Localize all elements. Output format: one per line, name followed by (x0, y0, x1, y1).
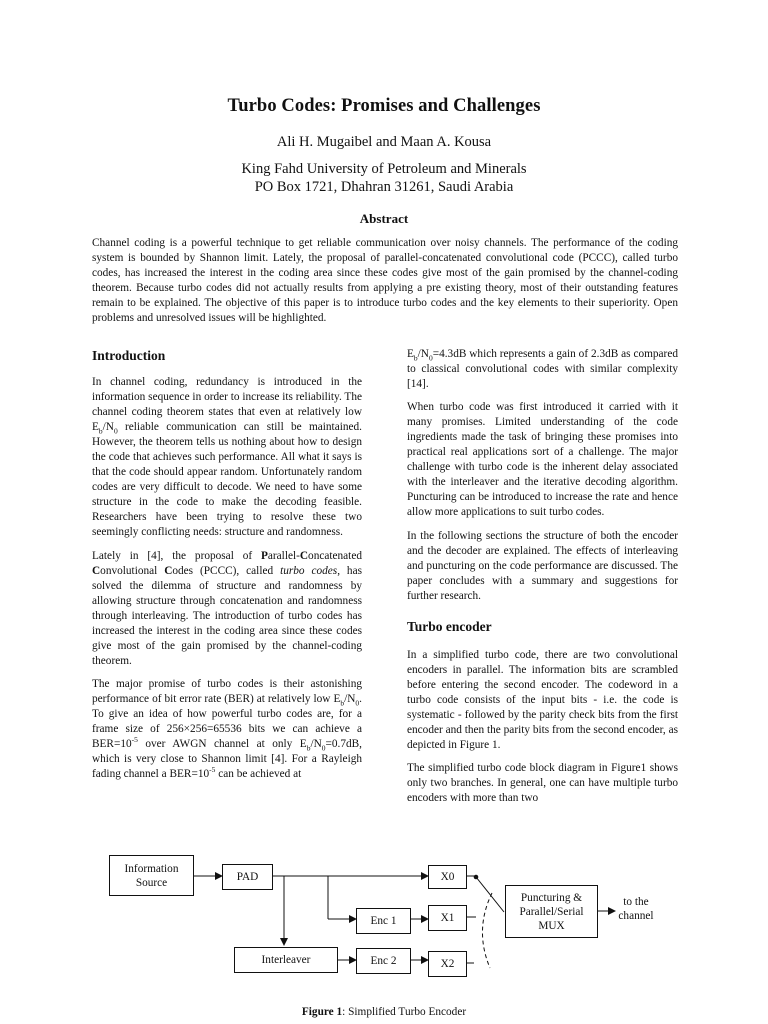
right-paragraph-2: In the following sections the structure of both the encoder and the decoder are explained. The effects of interleaving and puncturing on the code performance are discussed. The paper concludes with a summary and suggestions for further research. (407, 529, 678, 602)
intro-paragraph-2: Lately in [4], the proposal of Parallel-Concatenated Convolutional Codes (PCCC), called turbo codes, has solved the dilemma of structure and randomness by allowing structure through concatenation and randomness through interleaving. The introduction of turbo codes has increased the interest in the coding area since these codes give most of the gain promised by the channel-coding theorem. (92, 549, 362, 667)
switch-arc (482, 893, 492, 968)
right-paragraph-1: When turbo code was first introduced it carried with it many promises. Limited understanding of the code ingredients made the task of bringing these promises into practical real applications sort of a challenge. The major challenge with turbo code is the inherent delay associated with the interleaver and the iterative decoding algorithm. Puncturing can be introduced to increase the rate and hence allow more applications to suit turbo codes. (407, 401, 678, 519)
left-column (92, 347, 362, 790)
enc1-block: Enc 1 (356, 908, 411, 934)
paper-authors: Ali H. Mugaibel and Maan A. Kousa (276, 134, 492, 150)
switch-pivot (474, 875, 479, 880)
x0-block: X0 (428, 865, 467, 889)
interleaver-block: Interleaver (234, 947, 338, 973)
to-the-channel-label: to the channel (618, 896, 654, 922)
x1-block: X1 (428, 905, 467, 931)
x2-block: X2 (428, 951, 467, 977)
intro-paragraph-3: The major promise of turbo codes is their astonishing performance of bit error rate (BER) at relatively low $E_b/N_0$. To give an idea of how powerful turbo codes are, for a frame size of 256×256=65536 bits we can achieve a $BER=10^{-5}$ over AWGN channel at only $E_b/N_0=0.7dB$, which is very close to Shannon limit [4]. For a Rayleigh fading channel a $BER=10^{-5}$ can be achieved at (92, 677, 362, 781)
right-paragraph-4: The simplified turbo code block diagram in Figure1 shows only two branches. In general, one can have multiple turbo encoders with more than two (407, 762, 678, 805)
affiliation-line-1: King Fahd University of Petroleum and Minerals (241, 161, 527, 177)
intro-paragraph-1: In channel coding, redundancy is introduced in the information sequence in order to increase its reliability. The channel coding theorem states that even at relatively low $E_b/N_0$ reliable communication can still be maintained. However, the theorem tells us nothing about how to design the code that achieves such performance. All what it says is that the code should appear random. Unfortunately random codes are very difficult to decode. We need to have some structure in the code to make the decoding feasible. Researchers have been trying to resolve these two seemingly conflicting needs: structure and randomness. (92, 376, 362, 539)
enc2-block: Enc 2 (356, 948, 411, 974)
affiliation-line-2: PO Box 1721, Dhahran 31261, Saudi Arabia (254, 179, 514, 195)
right-column (407, 347, 678, 814)
turbo-encoder-heading: Turbo encoder (407, 618, 492, 634)
information-source-block: Information Source (109, 855, 194, 896)
switch-arm (476, 877, 504, 912)
paper-title: Turbo Codes: Promises and Challenges (227, 96, 541, 116)
introduction-heading: Introduction (92, 348, 166, 363)
right-paragraph-3: In a simplified turbo code, there are two convolutional encoders in parallel. The information bits are scrambled before entering the second encoder. The codeword in a turbo code consists of the input bits - i.e. the code is systematic - followed by the parity check bits from the first encoder and then the parity bits from the second encoder, as depicted in Figure 1. (407, 648, 678, 752)
right-paragraph-0: $E_b/N_0=4.3dB$ which represents a gain of 2.3dB as compared to classical convolutional codes with similar complexity [14]. (407, 348, 678, 391)
abstract-text: Channel coding is a powerful technique to get reliable communication over noisy channels. The performance of the coding system is bounded by Shannon limit. Lately, the proposal of parallel-concatenated convolutional code (PCCC), called turbo codes, has increased the interest in the coding area since these codes give most of the gain promised by the channel-coding theorem. Because turbo codes did not actually results from applying a pre existing theory, most of their outstanding features remain to be explained. The objective of this paper is to introduce turbo codes and the key elements to their superiority. Open problems and unresolved issues will be highlighted. (92, 237, 678, 325)
pad-block: PAD (222, 864, 273, 890)
figure-1-caption: Figure 1: Simplified Turbo Encoder (301, 1006, 467, 1018)
abstract-heading: Abstract (359, 211, 409, 226)
puncturing-mux-block: Puncturing & Parallel/Serial MUX (505, 885, 598, 938)
